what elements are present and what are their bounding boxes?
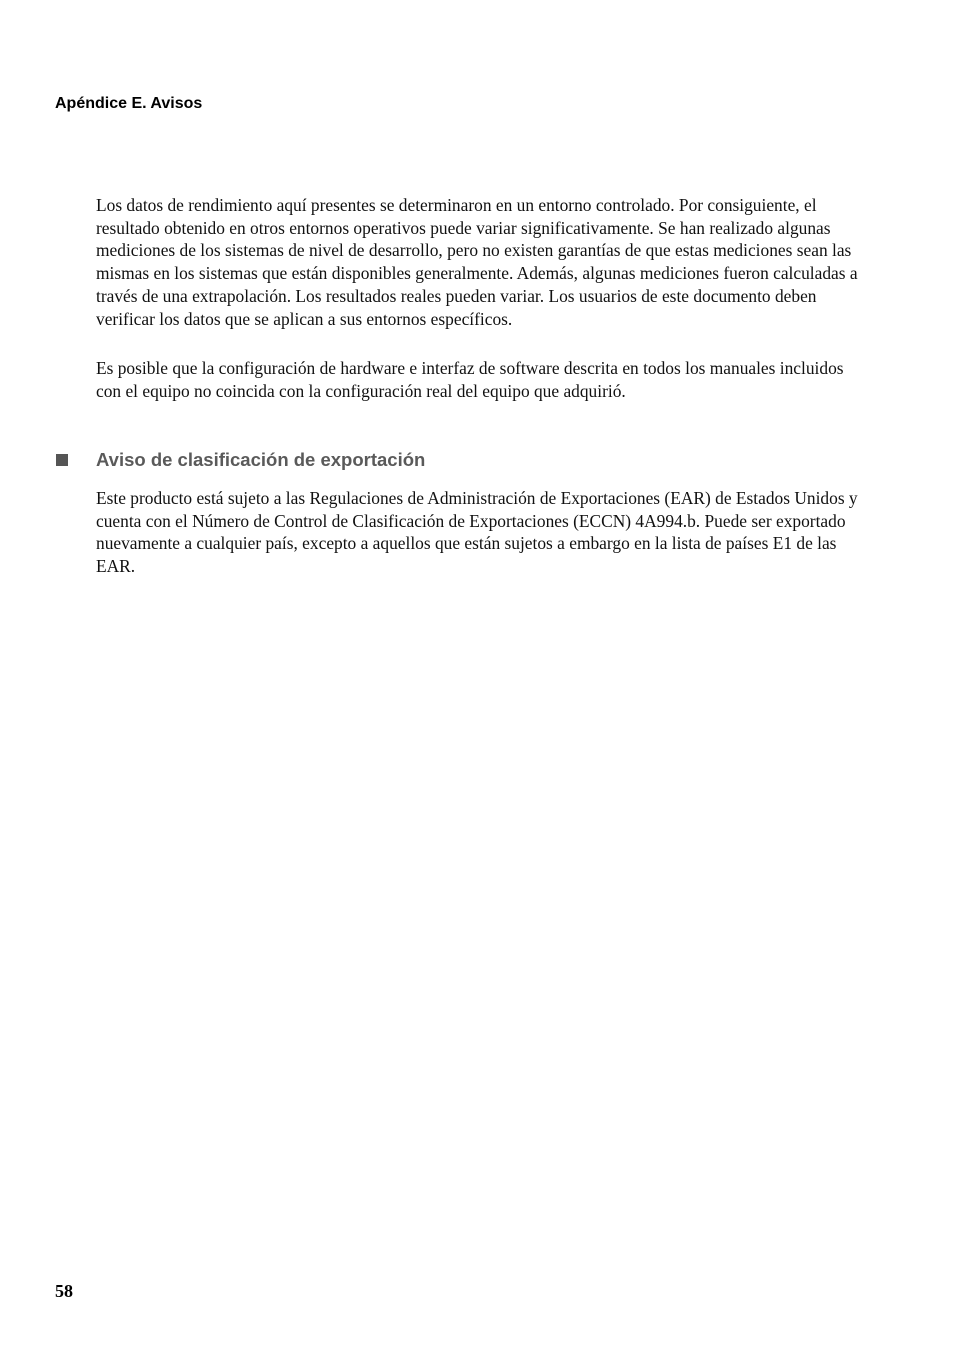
running-header: Apéndice E. Avisos: [55, 95, 203, 112]
page-number: 58: [55, 1281, 73, 1301]
configuration-paragraph: Es posible que la configuración de hardware e interfaz de software descrita en todos los manuales incluidos con el equipo no coincida con la configuración real del equipo que adquirió.: [96, 358, 844, 401]
square-bullet-icon: [56, 454, 68, 466]
section-heading-export: [56, 448, 425, 472]
export-paragraph: Este producto está sujeto a las Regulaciones de Administración de Exportaciones (EAR) de Estados Unidos y cuenta con el Número de Control de Clasificación de Exportaciones (ECCN) 4A994.b. Puede ser exportado nuevamente a cualquier país, excepto a aquellos que están sujetos a embargo en la lista de países E1 de las EAR.: [96, 488, 858, 577]
section-title: Aviso de clasificación de exportación: [96, 449, 426, 470]
performance-data-paragraph: Los datos de rendimiento aquí presentes se determinaron en un entorno controlado. Por consiguiente, el resultado obtenido en otros entornos operativos puede variar significativamente. Se han realizado algunas mediciones de los sistemas de nivel de desarrollo, pero no existen garantías de que estas mediciones sean las mismas en los sistemas que están disponibles generalmente. Además, algunas mediciones fueron calculadas a través de una extrapolación. Los resultados reales pueden variar. Los usuarios de este documento deben verificar los datos que se aplican a sus entornos específicos.: [96, 195, 858, 329]
